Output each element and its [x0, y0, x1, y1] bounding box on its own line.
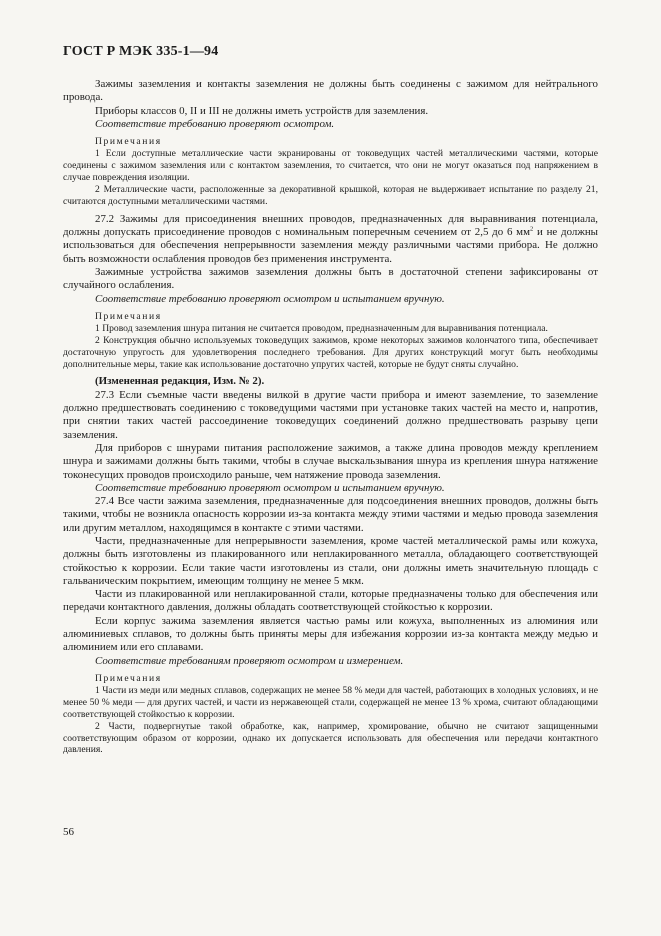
paragraph: Зажимы заземления и контакты заземления не должны быть соединены с зажимом для нейтрального провода. — [63, 78, 598, 104]
notes-heading: Примечания — [95, 310, 162, 322]
compliance-statement: Соответствие требованию проверяют осмотром. — [95, 117, 335, 130]
note-item: 1 Если доступные металлические части экранированы от токоведущих частей металлическими частями, которые соединены с зажимом заземления или с контактом заземления, то считается, что они не могут оказаться под напряжением в случае повреждения изоляции. — [63, 148, 598, 183]
note-item: 2 Конструкция обычно используемых токоведущих зажимов, кроме некоторых зажимов колончатого типа, обеспечивает достаточную упругость для удовлетворения последнего требования. Для других конструкций могут быть необходимы дополнительные меры, такие как использование достаточно упругих частей, которые не будут сняты случайно. — [63, 334, 598, 370]
note-item: 2 Металлические части, расположенные за декоративной крышкой, которая не выдерживает испытание по разделу 21, считаются доступными металлическими частями. — [63, 183, 598, 207]
paragraph: Для приборов с шнурами питания расположение зажимов, а также длина проводов между креплением шнура и зажимами должны быть такими, чтобы в случае выскальзывания шнура из крепления шнура натяжение токонесущих проводов происходило раньше, чем натяжение провода заземления. — [63, 441, 598, 481]
document-body — [63, 78, 598, 756]
revision-note: (Измененная редакция, Изм. № 2). — [95, 375, 265, 388]
paragraph: 27.3 Если съемные части введены вилкой в другие части прибора и имеют заземление, то заземление должно предшествовать соединению с токоведущими частями при установке таких частей на место и, напротив, при снятии таких частей рассоединение токоведущих соединений должно предшествовать разрыву цепи заземления. — [63, 388, 598, 441]
page-number: 56 — [63, 826, 74, 838]
note-item: 1 Части из меди или медных сплавов, содержащих не менее 58 % меди для частей, работающих в холодных условиях, и не менее 50 % меди — для других частей, и части из нержавеющей стали, содержащей не менее 13 % хрома, считают обладающими соответствующей стойкостью к коррозии. — [63, 684, 598, 720]
compliance-statement: Соответствие требованию проверяют осмотром и испытанием вручную. — [95, 292, 445, 305]
paragraph: Части из плакированной или неплакированной стали, которые предназначены только для обеспечения или передачи контактного давления, должны обладать соответствующей стойкостью к коррозии. — [63, 588, 598, 614]
paragraph: Части, предназначенные для непрерывности заземления, кроме частей металлической рамы или кожуха, должны быть изготовлены из плакированного или неплакированного металла, обладающего соответствующей стойкостью к коррозии. Если такие части изготовлены из стали, они должны иметь значительную площадь с гальваническим покрытием, имеющим толщину не менее 5 мкм. — [63, 534, 598, 587]
paragraph: 27.4 Все части зажима заземления, предназначенные для подсоединения внешних проводов, должны быть такими, чтобы не возникла опасность коррозии из-за контакта между этими частями и медью провода заземления или другим металлом, находящимся в контакте с этими частями. — [63, 495, 598, 534]
document-header: ГОСТ Р МЭК 335-1—94 — [63, 44, 219, 59]
paragraph: Зажимные устройства зажимов заземления должны быть в достаточной степени зафиксированы от случайного ослабления. — [63, 265, 598, 292]
compliance-statement: Соответствие требованию проверяют осмотром и испытанием вручную. — [95, 481, 445, 494]
paragraph: Если корпус зажима заземления является частью рамы или кожуха, выполненных из алюминия или алюминиевых сплавов, то должны быть приняты меры для избежания коррозии из-за контакта между медью и алюминием или его сплавами. — [63, 614, 598, 654]
note-item: 2 Части, подвергнутые такой обработке, как, например, хромирование, обычно не считают защищенными соответствующим образом от коррозии, однако их допускается использовать для обеспечения или передачи контактного давления. — [63, 720, 598, 756]
compliance-statement: Соответствие требованиям проверяют осмотром и измерением. — [95, 654, 404, 667]
notes-heading: Примечания — [95, 672, 162, 684]
note-item: 1 Провод заземления шнура питания не считается проводом, предназначенным для выравнивания потенциала. — [95, 322, 548, 334]
notes-heading: Примечания — [95, 136, 162, 148]
paragraph: Приборы классов 0, II и III не должны иметь устройств для заземления. — [95, 104, 429, 117]
paragraph: 27.2 Зажимы для присоединения внешних проводов, предназначенных для выравнивания потенциала, должны допускать присоединение проводов с номинальным поперечным сечением от 2,5 до 6 $мм^2$ и не должны использоваться для обеспечения непрерывности заземления между различными частями прибора. Не должно быть возможности ослабления проводов без применения инструмента. — [63, 212, 598, 265]
